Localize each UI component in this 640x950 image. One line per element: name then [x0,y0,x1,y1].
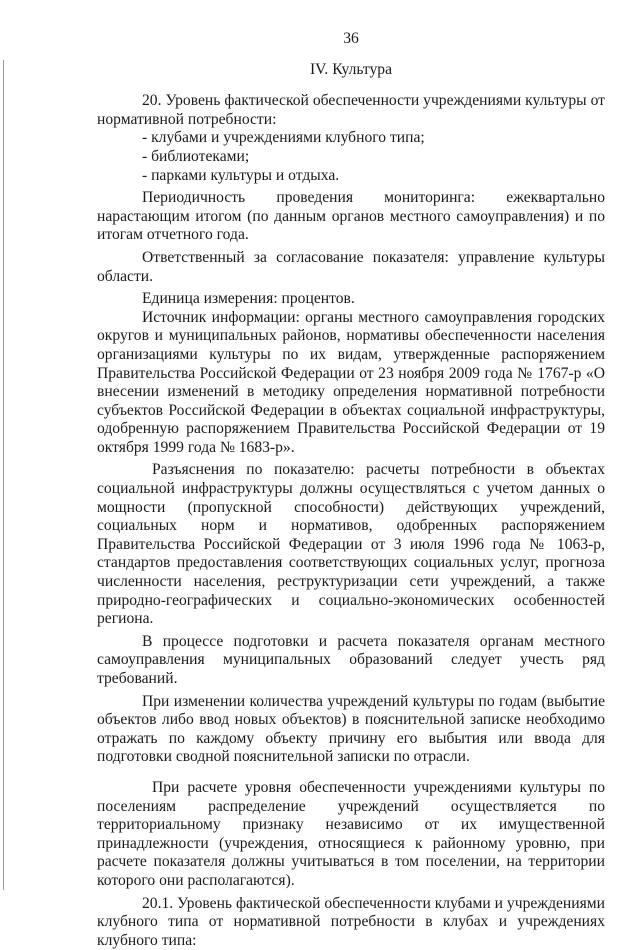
list-item-clubs: - клубами и учреждениями клубного типа; [142,129,425,147]
paragraph-changes: При изменении количества учреждений культуры по годам (выбытие объектов либо ввод новых объектов) в пояснительной записке необходимо отражать по каждому объекту причину его выбытия или ввода для подготовки сводной пояснительной записки по отрасли. [97,692,605,766]
list-item-libraries: - библиотеками; [142,147,250,165]
paragraph-explanations: Разъяснения по показателю: расчеты потребности в объектах социальной инфраструктуры должны осуществляться с учетом данных о мощности (пропускной способности) действующих учреждений, социальных норм и нормативов, одобренных распоряжением Правительства Российской Федерации от 3 июля 1996 года № 1063-р, стандартов предоставления соответствующих социальных услуг, прогноза численности населения, реструктуризации сети учреждений, а также природно-географических и социально-экономических особенностей региона. [97,461,605,628]
scan-left-edge-line [3,60,4,890]
paragraph-responsible: Ответственный за согласование показателя: управление культуры области. [97,248,605,285]
page-number: 36 [343,30,359,47]
paragraph-unit: Единица измерения: процентов. [142,290,355,308]
section-title: IV. Культура [309,60,392,78]
paragraph-source: Источник информации: органы местного самоуправления городских округов и муниципальных районов, нормативы обеспеченности населения организациями культуры по их видам, утвержденные распоряжением Правительства Российской Федерации от 23 ноября 2009 года № 1767-р «О внесении изменений в методику определения нормативной потребности субъектов Российской Федерации в объектах социальной инфраструктуры, одобренную распоряжением Правительства Российской Федерации от 19 октября 1999 года № 1683-р». [97,308,605,456]
paragraph-indicator-20: 20. Уровень фактической обеспеченности учреждениями культуры от нормативной потребности: [97,92,605,128]
paragraph-indicator-20-1: 20.1. Уровень фактической обеспеченности клубами и учреждениями клубного типа от нормативной потребности в клубах и учреждениях клубного типа: [97,894,605,949]
paragraph-periodicity: Периодичность проведения мониторинга: ежеквартально нарастающим итогом (по данным органов местного самоуправления) и по итогам отчетного года. [97,189,605,244]
document-page [97,30,605,950]
list-item-parks: - парками культуры и отдыха. [142,166,340,184]
paragraph-calculation: При расчете уровня обеспеченности учреждениями культуры по поселениям распределение учреждений осуществляется по территориальному признаку независимо от их имущественной принадлежности (учреждения, относящиеся к районному уровню, при расчете показателя должны учитываться в том поселении, на территории которого они располагаются). [97,778,605,889]
paragraph-process: В процессе подготовки и расчета показателя органам местного самоуправления муниципальных образований следует учесть ряд требований. [97,632,605,687]
